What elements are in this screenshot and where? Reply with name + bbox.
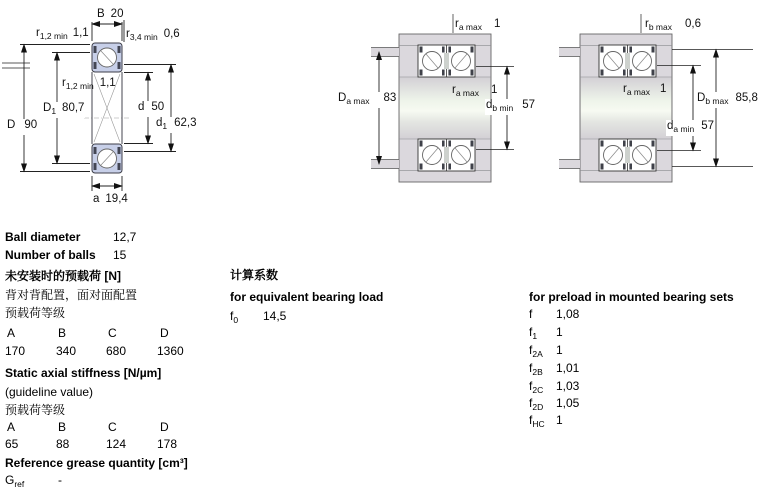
preload-header-c: C bbox=[108, 326, 117, 340]
factor-f2c-symbol: $f_{2C}$ bbox=[529, 379, 544, 395]
stiffness-header-c: C bbox=[108, 420, 117, 434]
factor-f-symbol: f bbox=[529, 307, 533, 321]
dim-label-r12-top: $r_{1,2 min}$ 1,1 bbox=[36, 27, 89, 41]
bearing-pair-top bbox=[599, 45, 656, 77]
factor-f2a-symbol: $f_{2A}$ bbox=[529, 343, 543, 359]
stiffness-header-a: A bbox=[7, 420, 16, 434]
preload-value-c: 680 bbox=[106, 344, 127, 358]
stiffness-value-a: 65 bbox=[5, 437, 19, 451]
number-of-balls-label: Number of balls bbox=[5, 248, 96, 262]
factor-f2d-symbol: $f_{2D}$ bbox=[529, 396, 544, 412]
dim-label-D1: $D_1$ 80,7 bbox=[43, 102, 85, 116]
dim-label-r12-mid: $r_{1,2 min}$ 1,1 bbox=[62, 77, 116, 91]
dim-label-D: D 90 bbox=[6, 119, 38, 135]
factor-fhc-symbol: $f_{HC}$ bbox=[529, 413, 545, 429]
dim-label-r34-top: $r_{3,4 min}$ 0,6 bbox=[126, 28, 180, 42]
calc-factors-title: 计算系数 bbox=[230, 268, 279, 282]
stiffness-subtitle: (guideline value) bbox=[5, 385, 94, 399]
dim-label-B: B 20 bbox=[97, 8, 124, 20]
grease-symbol: $G_{ref}$ bbox=[5, 473, 25, 489]
stiffness-value-d: 178 bbox=[157, 437, 178, 451]
dim-label-ra-mid-fig2: $r_{a max}$ 1 bbox=[452, 84, 498, 98]
stiffness-title: Static axial stiffness [N/µm] bbox=[5, 366, 162, 380]
bearing-pair-top bbox=[418, 45, 475, 77]
factor-f-value: 1,08 bbox=[556, 307, 580, 321]
factor-f1-value: 1 bbox=[556, 325, 563, 339]
factor-f2b-value: 1,01 bbox=[556, 361, 580, 375]
dim-label-ra-top-fig2: $r_{a max}$ 1 bbox=[455, 18, 501, 32]
preload-header-b: B bbox=[58, 326, 67, 340]
factor-f2d-value: 1,05 bbox=[556, 396, 580, 410]
dim-label-a: a 19,4 bbox=[93, 193, 128, 205]
dim-label-rb-top-fig3: $r_{b max}$ 0,6 bbox=[645, 18, 701, 32]
f0-symbol: $f_0$ bbox=[230, 309, 239, 325]
factor-f2a-value: 1 bbox=[556, 343, 563, 357]
preload-class-label: 预载荷等级 bbox=[5, 306, 66, 320]
preload-value-b: 340 bbox=[56, 344, 77, 358]
factor-fhc-value: 1 bbox=[556, 413, 563, 427]
factor-f2c-value: 1,03 bbox=[556, 379, 580, 393]
number-of-balls-value: 15 bbox=[113, 248, 127, 262]
bearing-pair-bottom bbox=[418, 139, 475, 171]
preload-title: 未安装时的预载荷 [N] bbox=[5, 269, 121, 283]
preload-value-a: 170 bbox=[5, 344, 26, 358]
stiffness-value-b: 88 bbox=[56, 437, 70, 451]
dim-label-d1: $d_1$ 62,3 bbox=[156, 117, 197, 131]
preload-value-d: 1360 bbox=[157, 344, 184, 358]
preload-factors-title: for preload in mounted bearing sets bbox=[529, 290, 734, 304]
factor-f1-symbol: $f_1$ bbox=[529, 325, 538, 341]
dim-label-da: $d_{a min}$ 57 bbox=[667, 120, 714, 134]
abutment-strips bbox=[559, 48, 580, 169]
ball-diameter-label: Ball diameter bbox=[5, 230, 81, 244]
preload-header-d: D bbox=[160, 326, 169, 340]
dim-label-db: $d_{b min}$ 57 bbox=[486, 99, 535, 113]
abutment-strips bbox=[371, 48, 399, 169]
grease-value: - bbox=[58, 473, 62, 487]
stiffness-header-b: B bbox=[58, 420, 67, 434]
bearing-pair-bottom bbox=[599, 139, 656, 171]
stiffness-header-d: D bbox=[160, 420, 169, 434]
f0-value: 14,5 bbox=[263, 309, 287, 323]
dim-label-Db: $D_{b max}$ 85,8 bbox=[697, 92, 758, 106]
preload-header-a: A bbox=[7, 326, 16, 340]
ball-diameter-value: 12,7 bbox=[113, 230, 137, 244]
grease-title: Reference grease quantity [cm³] bbox=[5, 456, 188, 470]
equiv-load-title: for equivalent bearing load bbox=[230, 290, 384, 304]
stiffness-class-label: 预载荷等级 bbox=[5, 403, 66, 417]
factor-f2b-symbol: $f_{2B}$ bbox=[529, 361, 543, 377]
stiffness-value-c: 124 bbox=[106, 437, 127, 451]
dim-label-d: d 50 bbox=[137, 101, 165, 117]
dim-label-Da: $D_{a max}$ 83 bbox=[338, 92, 397, 106]
dim-label-ra-mid-fig3: $r_{a max}$ 1 bbox=[623, 83, 667, 97]
preload-subtitle: 背对背配置，面对面配置 bbox=[5, 288, 138, 302]
